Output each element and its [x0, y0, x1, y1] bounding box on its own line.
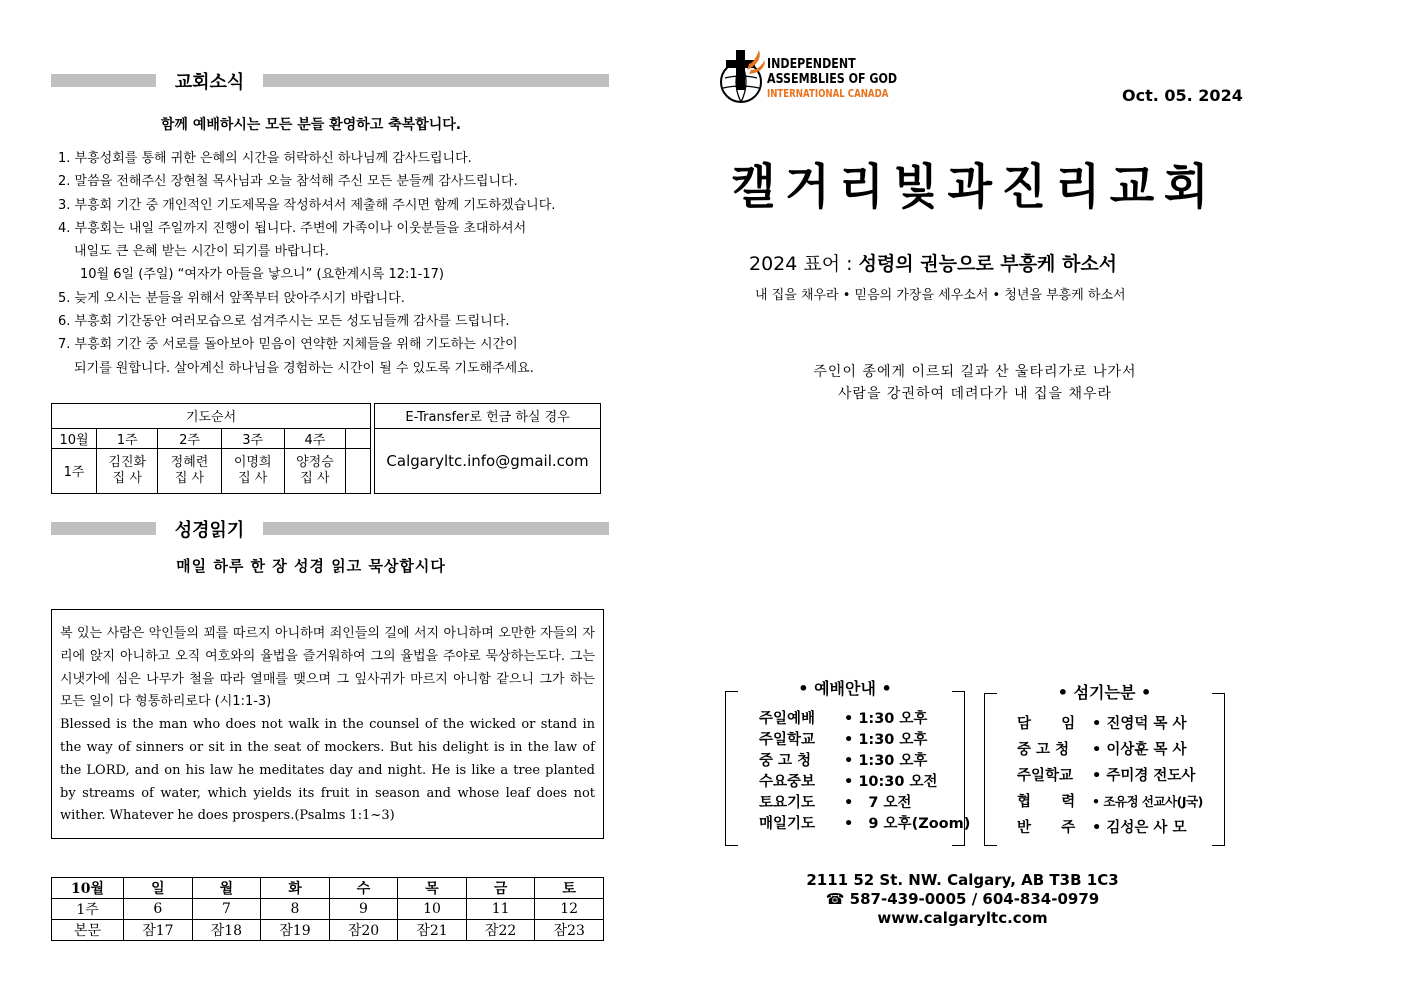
news-item: 되기를 원합니다. 살아계신 하나님을 경험하는 시간이 될 수 있도록 기도해주세요. [74, 360, 534, 376]
cal-day: 일 [124, 878, 193, 899]
welcome-text: 함께 예배하시는 모든 분들 환영하고 축복합니다. [160, 117, 462, 133]
cal-text: 잠17 [124, 920, 193, 941]
cal-date: 7 [192, 899, 261, 920]
service-time: • 7 오전 [844, 795, 912, 811]
person-title: 집 사 [300, 470, 330, 486]
news-item: 내일도 큰 은혜 받는 시간이 되기를 바랍니다. [74, 244, 329, 260]
reading-calendar [51, 877, 604, 941]
person-title: 집 사 [174, 470, 205, 486]
service-time: • 1:30 오후 [844, 711, 928, 727]
cal-month: 10월 [52, 878, 124, 899]
verse-english: Blessed is the man who does not walk in the counsel of the wicked or stand in the way of sinners or sit in the seat of mockers. But his delight is in the law of the LORD, and on his law he meditates day and night. He is like a tree planted by streams of water, which yields its fruit in season and whose leaf does not wither. Whatever he does prospers.(Psalms 1:1~3) [60, 717, 595, 824]
cal-week: 1주 [52, 899, 124, 920]
minister-name: • 이상훈 목 사 [1092, 742, 1187, 758]
header-bar-right [263, 74, 609, 87]
news-item: 6. 부흥회 기간동안 여러모습으로 섬겨주시는 모든 성도님들께 감사를 드립니다. [58, 314, 510, 330]
service-row [759, 772, 970, 793]
service-name: 수요중보 [759, 774, 816, 790]
cal-date: 6 [124, 899, 193, 920]
motto-text: 성령의 권능으로 부흥케 하소서 [858, 253, 1118, 275]
minister-name: • 주미경 전도사 [1092, 768, 1196, 784]
prayer-month: 10월 [52, 428, 97, 448]
cal-date: 8 [261, 899, 330, 920]
service-time: • 1:30 오후 [844, 732, 928, 748]
cal-day: 화 [261, 878, 330, 899]
minister-role: 중 고 청 [1017, 742, 1070, 758]
minister-name: • 조유정 선교사(J국) [1092, 794, 1203, 809]
church-phone: ☎ 587-439-0005 / 604-834-0979 [825, 890, 1100, 908]
minister-role: 협 력 [1017, 794, 1076, 810]
minister-row [1017, 711, 1203, 737]
cal-text: 잠19 [261, 920, 330, 941]
cal-text: 잠18 [192, 920, 261, 941]
services-title: • 예배안내 • [798, 679, 892, 698]
service-row [759, 709, 970, 730]
prayer-person [221, 448, 284, 493]
news-section-header [51, 70, 609, 93]
week-header: 3주 [221, 428, 284, 448]
services-list [759, 709, 970, 835]
service-time: • 1:30 오후 [844, 753, 928, 769]
minister-name: • 김성은 사 모 [1092, 820, 1187, 836]
news-item: 5. 늦게 오시는 분들을 위해서 앞쪽부터 앉아주시기 바랍니다. [58, 290, 405, 306]
cal-date: 12 [535, 899, 604, 920]
cal-text: 잠20 [329, 920, 398, 941]
news-item: 2. 말씀을 전해주신 장현철 목사님과 오늘 참석해 주신 모든 분들께 감사드립니다. [58, 174, 518, 190]
header-bar-left [51, 74, 156, 87]
reading-subtitle: 매일 하루 한 장 성경 읽고 묵상합시다 [176, 557, 446, 575]
minister-role: 담 임 [1017, 716, 1076, 732]
cal-text: 잠23 [535, 920, 604, 941]
verse-korean: 복 있는 사람은 악인들의 꾀를 따르지 아니하며 죄인들의 길에 서지 아니하며 오만한 자들의 자리에 앉지 아니하고 오직 여호와의 율법을 즐거워하여 그의 율법을 주야로 묵상하는도다. 그는 시냇가에 심은 나무가 철을 따라 열매를 맺으며 그 잎사귀가 마르지 아니함 같으니 그가 하는 모든 일이 다 형통하리로다 (시1:1-3) [60, 626, 595, 710]
service-name: 매일기도 [759, 816, 816, 832]
minister-row [1017, 763, 1203, 789]
minister-row [1017, 789, 1203, 815]
cal-date: 9 [329, 899, 398, 920]
service-row [759, 814, 970, 835]
cal-text: 잠21 [398, 920, 467, 941]
cal-text: 잠22 [466, 920, 535, 941]
service-time: • 9 오후(Zoom) [844, 816, 971, 832]
theme-verse-line: 주인이 종에게 이르되 길과 산 울타리가로 나가서 [813, 364, 1137, 380]
prayer-schedule-table [51, 403, 601, 494]
logo-icon [719, 48, 767, 104]
reading-section-header [51, 518, 609, 541]
week-header: 2주 [158, 428, 221, 448]
service-name: 중 고 청 [759, 753, 812, 769]
cal-day: 수 [329, 878, 398, 899]
header-bar-right [263, 522, 609, 535]
service-row [759, 751, 970, 772]
cal-date: 11 [466, 899, 535, 920]
week-header: 1주 [97, 428, 158, 448]
person-title: 집 사 [238, 470, 268, 486]
minister-role: 반 주 [1017, 820, 1076, 836]
motto [749, 249, 1117, 276]
week-header: 4주 [284, 428, 345, 448]
bulletin-date: Oct. 05. 2024 [1122, 86, 1243, 105]
news-title: 교회소식 [174, 72, 245, 93]
news-item: 1. 부흥성회를 통해 귀한 은혜의 시간을 허락하신 하나님께 감사드립니다. [58, 151, 472, 166]
prayer-title: 기도순서 [52, 404, 371, 429]
motto-label: 2024 표어 : [749, 253, 859, 275]
empty-cell [346, 448, 371, 493]
prayer-person [284, 448, 345, 493]
church-website[interactable]: www.calgaryltc.com [877, 909, 1048, 927]
etransfer-email: Calgaryltc.info@gmail.com [375, 428, 601, 493]
service-time: • 10:30 오전 [844, 774, 938, 790]
minister-row [1017, 737, 1203, 763]
logo-line: INTERNATIONAL CANADA [767, 88, 889, 100]
service-row [759, 793, 970, 814]
person-title: 집 사 [112, 470, 142, 486]
prayer-person [158, 448, 221, 493]
verse-box [51, 609, 604, 839]
cal-day: 토 [535, 878, 604, 899]
service-row [759, 730, 970, 751]
person-name: 양정승 [296, 454, 334, 470]
theme-verse-line: 사람을 강권하여 데려다가 내 집을 채우라 [837, 386, 1113, 402]
motto-sub: 내 집을 채우라 • 믿음의 가장을 세우소서 • 청년을 부흥케 하소서 [755, 288, 1126, 303]
news-item: 3. 부흥회 기간 중 개인적인 기도제목을 작성하셔서 제출해 주시면 함께 기도하겠습니다. [58, 197, 556, 213]
ministers-title: • 섬기는분 • [1057, 683, 1152, 702]
service-name: 주일학교 [759, 732, 816, 748]
reading-title: 성경읽기 [174, 520, 245, 541]
cal-day: 목 [398, 878, 467, 899]
news-list [58, 147, 618, 380]
etransfer-title: E-Transfer로 헌금 하실 경우 [375, 404, 601, 429]
news-item: 4. 부흥회는 내일 주일까지 진행이 됩니다. 주변에 가족이나 이웃분들을 초대하셔서 [58, 220, 527, 236]
ministers-list [1017, 711, 1203, 841]
minister-row [1017, 815, 1203, 841]
cal-day: 금 [466, 878, 535, 899]
cal-text-label: 본문 [52, 920, 124, 941]
logo-line: ASSEMBLIES OF GOD [767, 71, 898, 87]
cal-day: 월 [192, 878, 261, 899]
news-item: 7. 부흥회 기간 중 서로를 돌아보아 믿음이 연약한 지체들을 위해 기도하는 시간이 [58, 337, 518, 353]
service-name: 주일예배 [759, 711, 816, 727]
minister-name: • 진영덕 목 사 [1092, 716, 1187, 732]
prayer-row-label: 1주 [52, 448, 97, 493]
person-name: 이명희 [233, 454, 272, 470]
service-name: 토요기도 [759, 795, 816, 811]
empty-cell [346, 428, 371, 448]
cal-date: 10 [398, 899, 467, 920]
prayer-person [97, 448, 158, 493]
logo-text [767, 57, 897, 102]
person-name: 김진화 [108, 454, 147, 470]
church-address: 2111 52 St. NW. Calgary, AB T3B 1C3 [806, 871, 1119, 889]
news-item: 10월 6일 (주일) “여자가 아들을 낳으니” (요한계시록 12:1-17) [80, 267, 444, 283]
person-name: 정혜련 [170, 454, 209, 470]
church-name: 캘거리빛과진리교회 [731, 159, 1219, 215]
header-bar-left [51, 522, 156, 535]
minister-role: 주일학교 [1017, 768, 1074, 784]
logo-line: INDEPENDENT [767, 56, 856, 72]
